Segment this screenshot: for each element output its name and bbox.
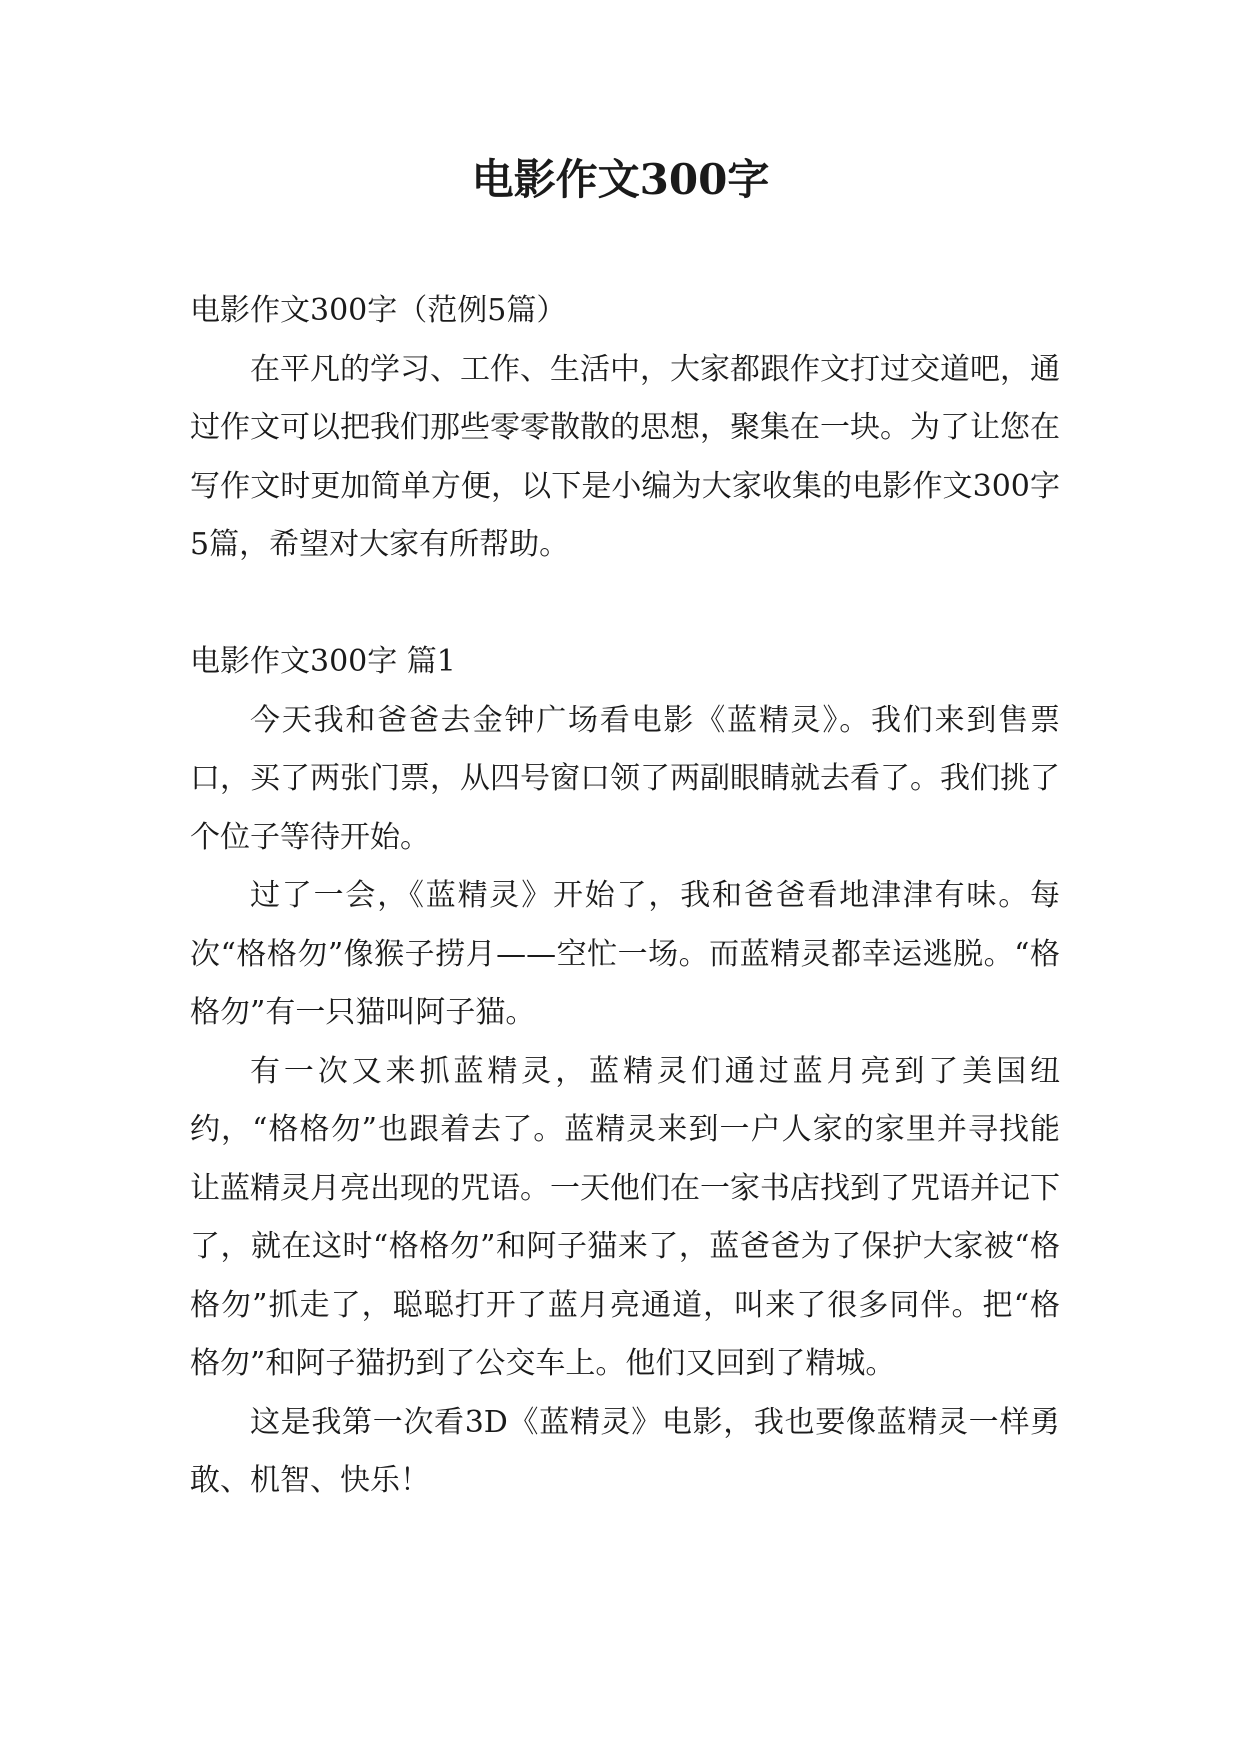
section-paragraph: 这是我第一次看3D《蓝精灵》电影，我也要像蓝精灵一样勇敢、机智、快乐！ xyxy=(190,1404,1060,1498)
document-subtitle: 电影作文300字（范例5篇） xyxy=(190,293,567,328)
section-spacer xyxy=(190,575,1060,634)
intro-paragraph: 在平凡的学习、工作、生活中，大家都跟作文打过交道吧，通过作文可以把我们那些零零散散的思想，聚集在一块。为了让您在写作文时更加简单方便，以下是小编为大家收集的电影作文300字5篇，希望对大家有所帮助。 xyxy=(190,351,1060,562)
document-title: 电影作文300字 xyxy=(471,155,770,204)
section-paragraph: 过了一会，《蓝精灵》开始了，我和爸爸看地津津有味。每次“格格勿”像猴子捞月——空忙一场。而蓝精灵都幸运逃脱。“格格勿”有一只猫叫阿子猫。 xyxy=(190,878,1060,1030)
section-paragraph: 今天我和爸爸去金钟广场看电影《蓝精灵》。我们来到售票口，买了两张门票，从四号窗口领了两副眼睛就去看了。我们挑了个位子等待开始。 xyxy=(190,702,1060,855)
document-body xyxy=(190,282,1060,1511)
section-paragraph: 有一次又来抓蓝精灵，蓝精灵们通过蓝月亮到了美国纽约，“格格勿”也跟着去了。蓝精灵来到一户人家的家里并寻找能让蓝精灵月亮出现的咒语。一天他们在一家书店找到了咒语并记下了，就在这时“格格勿”和阿子猫来了，蓝爸爸为了保护大家被“格格勿”抓走了，聪聪打开了蓝月亮通道，叫来了很多同伴。把“格格勿”和阿子猫扔到了公交车上。他们又回到了精城。 xyxy=(190,1053,1060,1381)
section-heading: 电影作文300字 篇1 xyxy=(190,644,456,679)
